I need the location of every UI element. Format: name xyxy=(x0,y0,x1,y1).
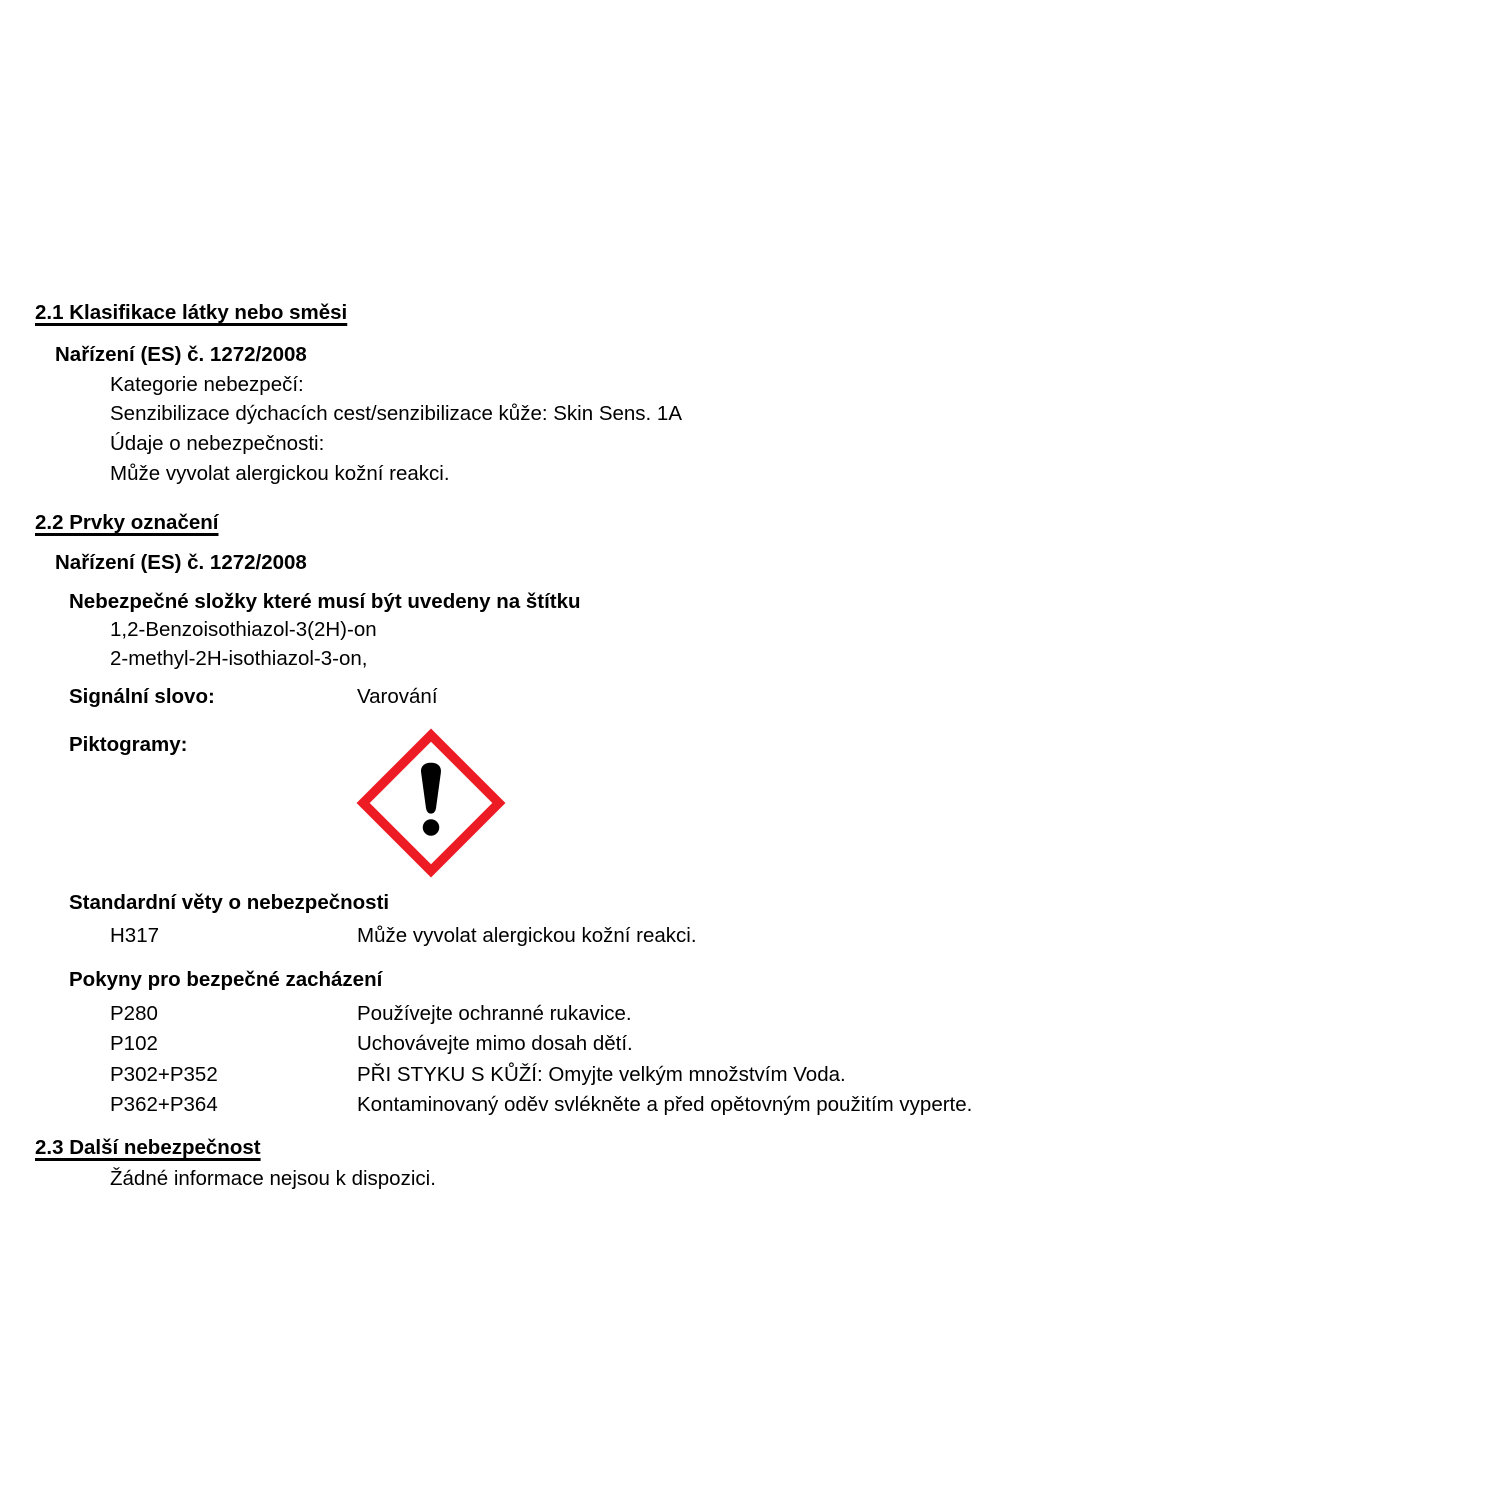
precautionary-text: Kontaminovaný oděv svlékněte a před opětovným použitím vyperte. xyxy=(357,1093,973,1116)
label-component-item: 2-methyl-2H-isothiazol-3-on, xyxy=(110,647,368,670)
signal-word-label: Signální slovo: xyxy=(69,685,215,708)
hazard-statement-text: Může vyvolat alergickou kožní reakci. xyxy=(357,924,697,947)
precautionary-code: P362+P364 xyxy=(110,1093,218,1116)
precautionary-code: P280 xyxy=(110,1002,158,1025)
hazard-category-label: Kategorie nebezpečí: xyxy=(110,373,304,396)
signal-word-value: Varování xyxy=(357,685,438,708)
section-2-1-heading-text: 2.1 Klasifikace látky nebo směsi xyxy=(35,301,348,324)
hazard-data-value: Může vyvolat alergickou kožní reakci. xyxy=(110,462,450,485)
section-2-3-heading-text: 2.3 Další nebezpečnost xyxy=(35,1136,261,1159)
exclamation-dot xyxy=(423,819,440,836)
precautionary-text: Uchovávejte mimo dosah dětí. xyxy=(357,1032,633,1055)
section-2-2-heading xyxy=(35,510,218,536)
precautionary-text: Používejte ochranné rukavice. xyxy=(357,1002,632,1025)
section-2-1-heading xyxy=(35,300,347,326)
precautionary-heading: Pokyny pro bezpečné zacházení xyxy=(69,968,383,991)
label-component-item: 1,2-Benzoisothiazol-3(2H)-on xyxy=(110,618,377,641)
ghs07-exclamation-mark-pictogram xyxy=(356,728,506,878)
section-2-3-heading xyxy=(35,1135,261,1161)
regulation-heading-2-2: Nařízení (ES) č. 1272/2008 xyxy=(55,551,307,574)
precautionary-code: P102 xyxy=(110,1032,158,1055)
precautionary-code: P302+P352 xyxy=(110,1063,218,1086)
hazard-statement-code: H317 xyxy=(110,924,160,947)
hazard-data-label: Údaje o nebezpečnosti: xyxy=(110,432,325,455)
precautionary-text: PŘI STYKU S KŮŽÍ: Omyjte velkým množstvím Voda. xyxy=(357,1063,846,1086)
hazard-category-value: Senzibilizace dýchacích cest/senzibilizace kůže: Skin Sens. 1A xyxy=(110,402,683,425)
section-2-2-heading-text: 2.2 Prvky označení xyxy=(35,511,219,534)
regulation-heading-2-1: Nařízení (ES) č. 1272/2008 xyxy=(55,343,307,366)
label-components-heading: Nebezpečné složky které musí být uvedeny na štítku xyxy=(69,590,581,613)
hazard-statements-heading: Standardní věty o nebezpečnosti xyxy=(69,891,390,914)
no-information-text: Žádné informace nejsou k dispozici. xyxy=(110,1167,436,1190)
pictograms-label: Piktogramy: xyxy=(69,733,188,756)
